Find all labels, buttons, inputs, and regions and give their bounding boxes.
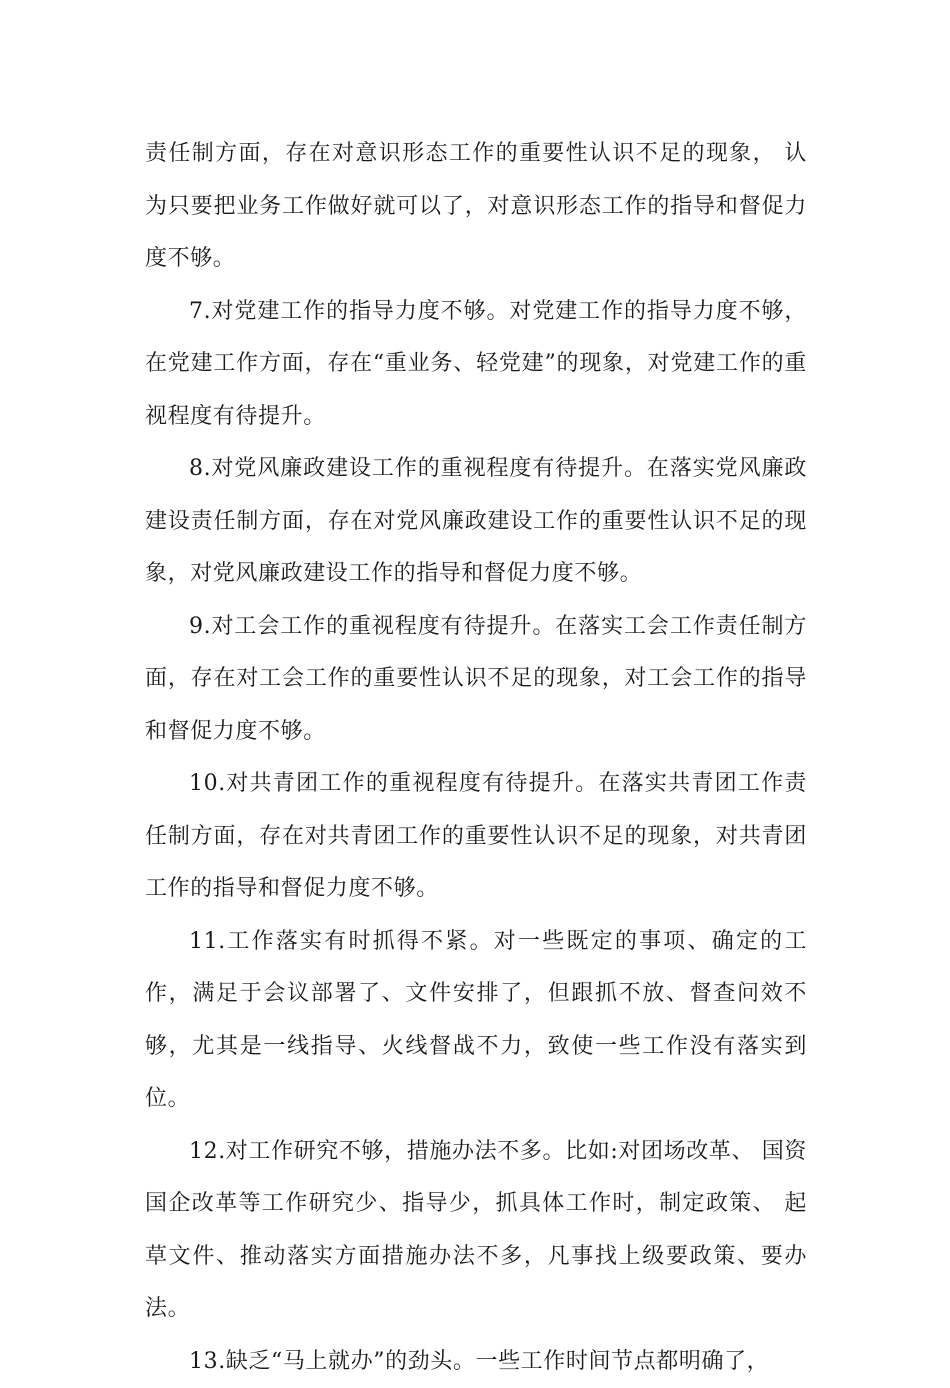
paragraph-item-12: 12.对工作研究不够，措施办法不多。比如:对团场改革、 国资国企改革等工作研究少、指导少，抓具体工作时，制定政策、 起草文件、推动落实方面措施办法不多，凡事找上级要政策、要办法。 <box>145 1126 807 1336</box>
paragraph-item-9: 9.对工会工作的重视程度有待提升。在落实工会工作责任制方面，存在对工会工作的重要性认识不足的现象，对工会工作的指导和督促力度不够。 <box>145 601 807 759</box>
paragraph-item-7: 7.对党建工作的指导力度不够。对党建工作的指导力度不够，在党建工作方面，存在“重业务、轻党建”的现象，对党建工作的重视程度有待提升。 <box>145 286 807 444</box>
document-body <box>145 128 807 1388</box>
paragraph-item-11: 11.工作落实有时抓得不紧。对一些既定的事项、确定的工作，满足于会议部署了、文件安排了，但跟抓不放、督查问效不够，尤其是一线指导、火线督战不力，致使一些工作没有落实到位。 <box>145 916 807 1126</box>
paragraph-item-13: 13.缺乏“马上就办”的劲头。一些工作时间节点都明确了， <box>145 1336 807 1388</box>
paragraph-continuation: 责任制方面，存在对意识形态工作的重要性认识不足的现象， 认为只要把业务工作做好就可以了，对意识形态工作的指导和督促力度不够。 <box>145 128 807 286</box>
paragraph-item-8: 8.对党风廉政建设工作的重视程度有待提升。在落实党风廉政建设责任制方面，存在对党风廉政建设工作的重要性认识不足的现象，对党风廉政建设工作的指导和督促力度不够。 <box>145 443 807 601</box>
paragraph-item-10: 10.对共青团工作的重视程度有待提升。在落实共青团工作责任制方面，存在对共青团工作的重要性认识不足的现象，对共青团工作的指导和督促力度不够。 <box>145 758 807 916</box>
